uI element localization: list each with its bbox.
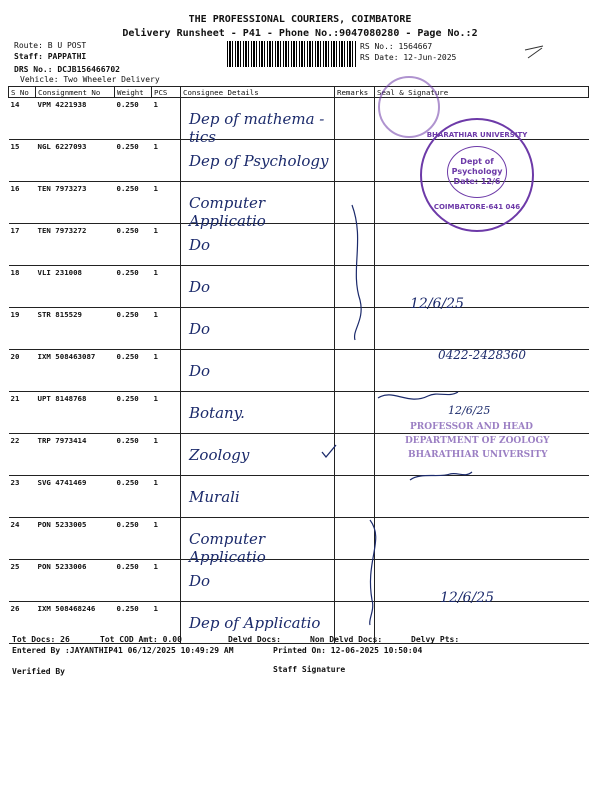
row-seal [375,266,589,308]
row-sno: 25 [9,560,36,602]
row-pcs: 1 [152,98,181,140]
delivered-docs: Delvd Docs: [228,635,281,644]
row-pcs: 1 [152,602,181,644]
row-pcs: 1 [152,350,181,392]
row-remarks [335,140,375,182]
row-pcs: 1 [152,392,181,434]
vehicle-label: Vehicle: Two Wheeler Delivery [20,75,160,84]
row-consignment-no: PON 5233005 [36,518,115,560]
row-consignee [181,224,335,266]
row-remarks [335,350,375,392]
row-sno: 14 [9,98,36,140]
staff-signature: Staff Signature [273,665,346,674]
table-row [9,518,589,560]
row-consignee [181,266,335,308]
row-sno: 15 [9,140,36,182]
rs-number: RS No.: 1564667 [360,42,433,51]
row-sno: 21 [9,392,36,434]
signature-date-1: 12/6/25 [410,296,464,312]
handwritten-consignee: Computer Applicatio [189,530,266,566]
row-weight: 0.250 [115,308,152,350]
handwritten-consignee: Computer Applicatio [189,194,266,230]
row-consignment-no: TRP 7973414 [36,434,115,476]
row-consignment-no: TEN 7973273 [36,182,115,224]
row-remarks [335,476,375,518]
table-row [9,308,589,350]
table-header-row [9,87,589,98]
row-pcs: 1 [152,518,181,560]
row-consignee [181,140,335,182]
row-sno: 22 [9,434,36,476]
col-seal: Seal & Signature [375,87,589,98]
row-consignee [181,518,335,566]
handwritten-consignee: Dep of Applicatio [189,614,321,632]
col-consignee: Consignee Details [181,87,335,98]
row-weight: 0.250 [115,98,152,140]
row-weight: 0.250 [115,476,152,518]
printed-on: Printed On: 12-06-2025 10:50:04 [273,646,423,655]
row-weight: 0.250 [115,392,152,434]
row-consignment-no: STR 815529 [36,308,115,350]
drs-label: DRS No.: DCJB156466702 [14,65,120,74]
row-weight: 0.250 [115,350,152,392]
phone-number: 0422-2428360 [438,348,527,362]
row-consignment-no: IXM 508463087 [36,350,115,392]
row-consignment-no: VPM 4221938 [36,98,115,140]
staff-label: Staff: PAPPATHI [14,52,87,61]
row-consignee [181,98,335,146]
row-consignment-no: UPT 8148768 [36,392,115,434]
total-cod: Tot COD Amt: 0.00 [100,635,182,644]
col-remarks: Remarks [335,87,375,98]
row-sno: 24 [9,518,36,560]
handwritten-consignee: Do [189,278,211,296]
row-consignee [181,350,335,392]
row-consignee [181,476,335,518]
zoology-stamp-line1: PROFESSOR AND HEAD [410,422,533,432]
delivery-points: Delvy Pts: [411,635,460,644]
row-sno: 20 [9,350,36,392]
row-weight: 0.250 [115,602,152,644]
handwritten-consignee: Zoology [189,446,250,464]
row-sno: 16 [9,182,36,224]
company-title: THE PROFESSIONAL COURIERS, COIMBATORE [188,14,412,25]
signature-botany: 12/6/25 [448,404,491,417]
row-weight: 0.250 [115,266,152,308]
row-pcs: 1 [152,434,181,476]
row-consignment-no: IXM 508468246 [36,602,115,644]
verified-by: Verified By [12,667,65,676]
row-consignment-no: NGL 6227093 [36,140,115,182]
row-seal [375,518,589,560]
row-pcs: 1 [152,560,181,602]
row-consignee [181,434,335,476]
row-consignment-no: TEN 7973272 [36,224,115,266]
route-label: Route: B U POST [14,41,87,50]
row-weight: 0.250 [115,140,152,182]
row-remarks [335,266,375,308]
stamp-date: Date: 12/6 [453,177,501,186]
row-consignment-no: SVG 4741469 [36,476,115,518]
signature-date-2: 12/6/25 [440,590,494,606]
runsheet-subtitle: Delivery Runsheet - P41 - Phone No.:9047080280 - Page No.:2 [122,28,478,39]
row-pcs: 1 [152,182,181,224]
rs-date: RS Date: 12-Jun-2025 [360,53,457,62]
row-pcs: 1 [152,266,181,308]
barcode-image [227,41,357,67]
row-remarks [335,560,375,602]
entered-by: Entered By :JAYANTHIP41 06/12/2025 10:49:29 AM [12,646,234,655]
row-remarks [335,182,375,224]
row-remarks [335,434,375,476]
col-consignment: Consignment No [36,87,115,98]
non-delivered-docs: Non Delvd Docs: [310,635,383,644]
handwritten-consignee: Botany. [189,404,245,422]
col-pcs: PCS [152,87,181,98]
row-remarks [335,518,375,560]
row-consignment-no: VLI 231008 [36,266,115,308]
row-pcs: 1 [152,308,181,350]
row-seal [375,476,589,518]
handwritten-consignee: Dep of Psychology [189,152,329,170]
row-sno: 23 [9,476,36,518]
row-consignee [181,308,335,350]
handwritten-consignee: Do [189,320,211,338]
row-weight: 0.250 [115,518,152,560]
row-remarks [335,224,375,266]
row-consignee [181,560,335,602]
table-row [9,224,589,266]
psychology-stamp [420,118,534,232]
row-consignee [181,392,335,434]
row-weight: 0.250 [115,560,152,602]
table-row [9,476,589,518]
row-sno: 19 [9,308,36,350]
table-row [9,266,589,308]
row-consignee [181,182,335,230]
stamp-university-name: BHARATHIAR UNIVERSITY [426,131,528,139]
table-row [9,602,589,644]
table-row [9,560,589,602]
row-weight: 0.250 [115,224,152,266]
row-remarks [335,392,375,434]
handwritten-consignee: Do [189,572,211,590]
handwritten-consignee: Dep of mathema -tics [189,110,325,146]
handwritten-consignee: Do [189,236,211,254]
col-sno: S No [9,87,36,98]
row-pcs: 1 [152,224,181,266]
zoology-stamp-line2: DEPARTMENT OF ZOOLOGY [405,436,550,446]
row-sno: 17 [9,224,36,266]
handwritten-consignee: Do [189,362,211,380]
row-seal [375,308,589,350]
university-stamp-faded [378,76,440,138]
row-sno: 26 [9,602,36,644]
row-remarks [335,308,375,350]
stamp-dept: Dept of Psychology [451,157,503,176]
row-pcs: 1 [152,140,181,182]
stamp-city: COIMBATORE-641 046 [433,203,521,211]
row-weight: 0.250 [115,182,152,224]
row-sno: 18 [9,266,36,308]
row-consignment-no: PON 5233006 [36,560,115,602]
zoology-stamp-line3: BHARATHIAR UNIVERSITY [408,450,548,460]
row-pcs: 1 [152,476,181,518]
total-docs: Tot Docs: 26 [12,635,70,644]
row-seal [375,602,589,644]
handwritten-consignee: Murali [189,488,240,506]
col-weight: Weight [115,87,152,98]
row-remarks [335,98,375,140]
row-weight: 0.250 [115,434,152,476]
